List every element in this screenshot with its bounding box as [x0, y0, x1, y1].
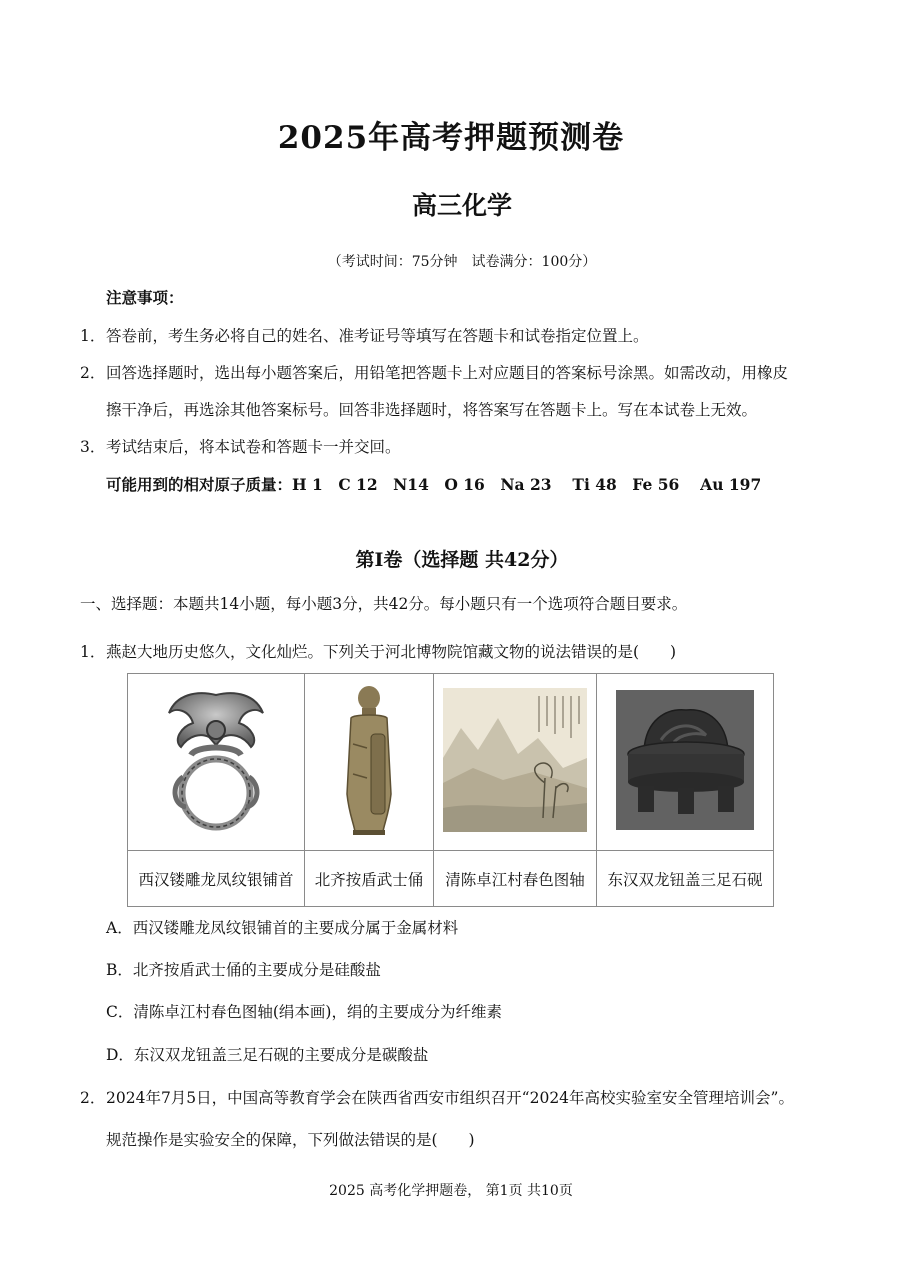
relic-4-image-cell — [597, 674, 774, 851]
q2-stem-line1: 2024年7月5日，中国高等教育学会在陕西省西安市组织召开“2024年高校实验室安全管理培训会”。 — [106, 1089, 794, 1107]
exam-info: （考试时间：75分钟 试卷满分：100分） — [327, 254, 597, 270]
q1-number: 1． — [80, 643, 106, 661]
relic-2-caption: 北齐按盾武士俑 — [305, 851, 434, 907]
relic-2-image-cell — [305, 674, 434, 851]
warrior-figurine-image — [339, 684, 399, 836]
relic-4-caption: 东汉双龙钮盖三足石砚 — [597, 851, 774, 907]
page-footer: 2025 高考化学押题卷， 第1页 共10页 — [329, 1183, 573, 1199]
notice-item-2-text-line1: 回答选择题时，选出每小题答案后，用铅笔把答题卡上对应题目的答案标号涂黑。如需改动，用橡皮 — [106, 364, 789, 382]
exam-subject: 高三化学 — [411, 191, 512, 220]
relics-table — [127, 673, 774, 907]
relic-3-caption: 清陈卓江村春色图轴 — [434, 851, 597, 907]
q2-number: 2． — [80, 1089, 106, 1107]
q1-option-a: A．西汉镂雕龙凤纹银铺首的主要成分属于金属材料 — [106, 919, 459, 937]
atomic-masses: 可能用到的相对原子质量：H 1 C 12 N14 O 16 Na 23 Ti 48 Fe 56 Au 197 — [106, 475, 762, 494]
notice-item-1-text: 答卷前，考生务必将自己的姓名、准考证号等填写在答题卡和试卷指定位置上。 — [106, 327, 649, 345]
relic-3-image-cell — [434, 674, 597, 851]
silver-door-knocker-image — [161, 685, 271, 835]
relic-1-caption: 西汉镂雕龙凤纹银铺首 — [128, 851, 305, 907]
notice-heading: 注意事项： — [106, 288, 184, 307]
q1-option-b: B．北齐按盾武士俑的主要成分是硅酸盐 — [106, 961, 381, 979]
section-instruction: 一、选择题：本题共14小题，每小题3分，共42分。每小题只有一个选项符合题目要求。 — [80, 595, 688, 613]
exam-title: 2025年高考押题预测卷 — [277, 120, 625, 156]
notice-item-3-text: 考试结束后，将本试卷和答题卡一并交回。 — [106, 438, 401, 456]
notice-item-2-num: 2． — [80, 364, 106, 382]
q2-stem-line2: 规范操作是实验安全的保障，下列做法错误的是( ) — [106, 1131, 475, 1149]
stone-inkstone-image — [616, 690, 754, 830]
notice-item-1-num: 1． — [80, 327, 106, 345]
landscape-painting-image — [443, 688, 587, 832]
q1-stem: 燕赵大地历史悠久，文化灿烂。下列关于河北博物院馆藏文物的说法错误的是( ) — [106, 643, 677, 661]
relic-1-image-cell — [128, 674, 305, 851]
notice-item-2-text-line2: 擦干净后，再选涂其他答案标号。回答非选择题时，将答案写在答题卡上。写在本试卷上无效。 — [106, 401, 758, 419]
section-title: 第Ⅰ卷（选择题 共42分） — [355, 549, 569, 571]
q1-option-c: C．清陈卓江村春色图轴(绢本画)，绢的主要成分为纤维素 — [106, 1003, 502, 1021]
notice-item-3-num: 3． — [80, 438, 106, 456]
q1-option-d: D．东汉双龙钮盖三足石砚的主要成分是碳酸盐 — [106, 1046, 429, 1064]
